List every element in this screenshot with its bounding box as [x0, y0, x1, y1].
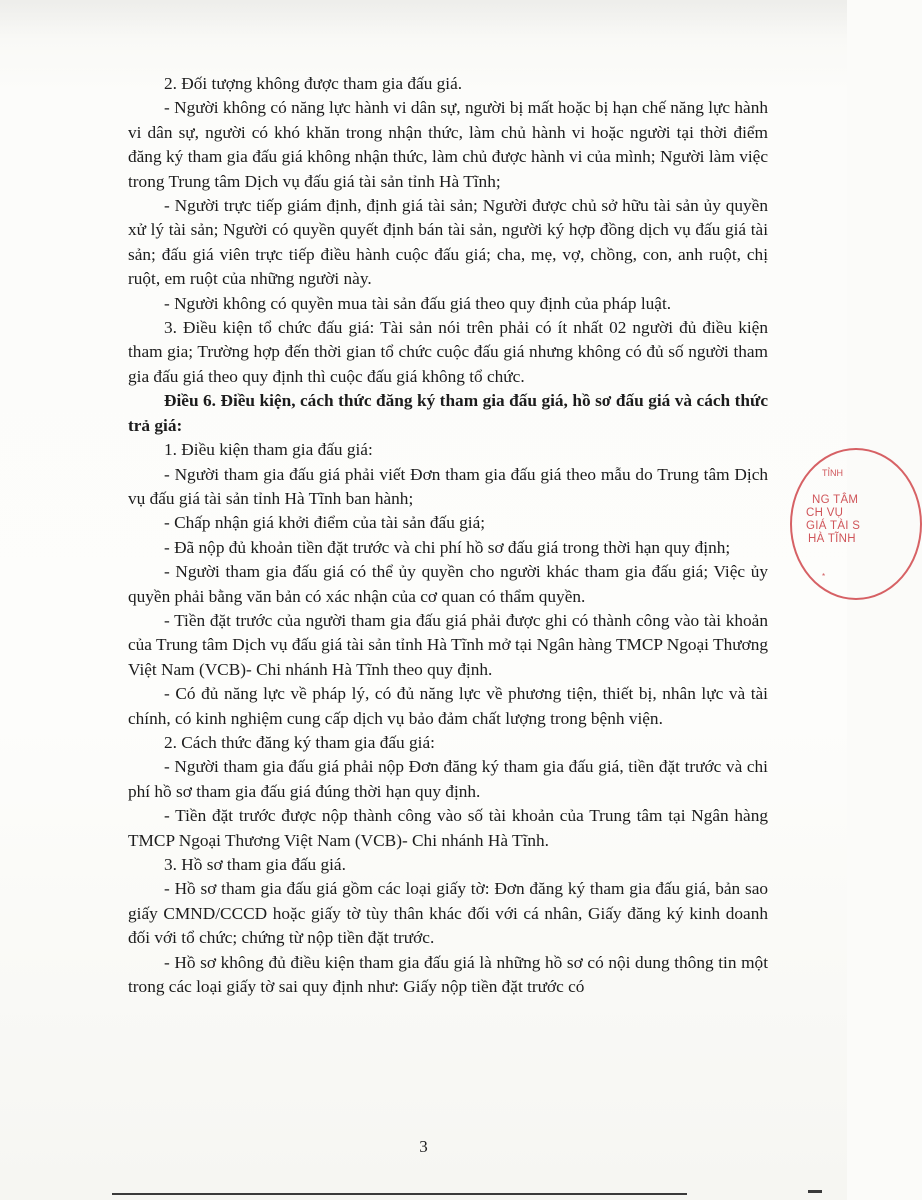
paragraph: 1. Điều kiện tham gia đấu giá: [164, 440, 373, 460]
paragraph: - Người trực tiếp giám định, định giá tài sản; Người được chủ sở hữu tài sản ủy quyền xử lý tài sản; Người có quyền quyết định bán tài sản, người ký hợp đồng dịch vụ đấu giá tài sản; đấu giá viên trực tiếp điều hành cuộc đấu giá; cha, mẹ, vợ, chồng, con, anh ruột, chị ruột, em ruột của những người này. [128, 196, 768, 289]
paragraph: - Đã nộp đủ khoản tiền đặt trước và chi phí hồ sơ đấu giá trong thời hạn quy định; [164, 537, 731, 557]
scan-edge-line [112, 1193, 687, 1195]
paragraph: - Tiền đặt trước của người tham gia đấu giá phải được ghi có thành công vào tài khoản của Trung tâm Dịch vụ đấu giá tài sản tỉnh Hà Tĩnh mở tại Ngân hàng TMCP Ngoại Thương Việt Nam (VCB)- Chi nhánh Hà Tĩnh theo quy định. [128, 610, 768, 679]
scan-shadow [0, 0, 847, 40]
scan-edge-mark [808, 1190, 822, 1193]
document-body [128, 72, 768, 999]
seal-text-line: HÀ TĨNH [808, 533, 856, 545]
seal-text-line: NG TÂM [812, 494, 859, 506]
article-heading: Điều 6. Điều kiện, cách thức đăng ký tham gia đấu giá, hồ sơ đấu giá và cách thức trả giá: [128, 391, 768, 435]
paragraph: - Hồ sơ không đủ điều kiện tham gia đấu giá là những hồ sơ có nội dung thông tin một trong các loại giấy tờ sai quy định như: Giấy nộp tiền đặt trước có [128, 952, 768, 997]
paragraph: 2. Cách thức đăng ký tham gia đấu giá: [164, 732, 435, 752]
seal-text-line: CH VỤ [806, 507, 844, 519]
paragraph: - Tiền đặt trước được nộp thành công vào số tài khoản của Trung tâm tại Ngân hàng TMCP Ngoại Thương Việt Nam (VCB)- Chi nhánh Hà Tĩnh. [128, 806, 768, 850]
seal-text-line: GIÁ TÀI S [806, 520, 861, 532]
paragraph: - Chấp nhận giá khởi điểm của tài sản đấu giá; [164, 513, 486, 533]
official-seal [790, 448, 920, 598]
paragraph: - Người không có năng lực hành vi dân sự, người bị mất hoặc bị hạn chế năng lực hành vi dân sự, người có khó khăn trong nhận thức, làm chủ hành vi hoặc người tại thời điểm đăng ký tham gia đấu giá không nhận thức, làm chủ được hành vi của mình; Người làm việc trong Trung tâm Dịch vụ đấu giá tài sản tỉnh Hà Tĩnh; [128, 98, 768, 191]
paragraph: - Người tham gia đấu giá phải nộp Đơn đăng ký tham gia đấu giá, tiền đặt trước và chi phí hồ sơ tham gia đấu giá đúng thời hạn quy định. [128, 757, 768, 801]
paragraph: - Người không có quyền mua tài sản đấu giá theo quy định của pháp luật. [164, 293, 672, 313]
paragraph: - Người tham gia đấu giá phải viết Đơn tham gia đấu giá theo mẫu do Trung tâm Dịch vụ đấu giá tài sản tỉnh Hà Tĩnh ban hành; [128, 464, 768, 508]
paragraph: - Người tham gia đấu giá có thể ủy quyền cho người khác tham gia đấu giá; Việc ủy quyền phải bằng văn bản có xác nhận của cơ quan có thẩm quyền. [128, 562, 768, 606]
paragraph: 3. Điều kiện tổ chức đấu giá: Tài sản nói trên phải có ít nhất 02 người đủ điều kiện tham gia; Trường hợp đến thời gian tổ chức cuộc đấu giá nhưng không có đủ số người tham gia đấu giá theo quy định thì cuộc đấu giá không tổ chức. [128, 318, 768, 386]
paragraph: - Có đủ năng lực về pháp lý, có đủ năng lực về phương tiện, thiết bị, nhân lực và tài chính, có kinh nghiệm cung cấp dịch vụ bảo đảm chất lượng trong bệnh viện. [128, 684, 768, 728]
paragraph: - Hồ sơ tham gia đấu giá gồm các loại giấy tờ: Đơn đăng ký tham gia đấu giá, bản sao giấy CMND/CCCD hoặc giấy tờ tùy thân khác đối với cá nhân, Giấy đăng ký kinh doanh đối với tổ chức; chứng từ nộp tiền đặt trước. [128, 879, 768, 948]
seal-star: * [822, 572, 826, 581]
paragraph: 2. Đối tượng không được tham gia đấu giá. [164, 74, 463, 93]
paragraph: 3. Hồ sơ tham gia đấu giá. [164, 855, 346, 874]
seal-top-text: TỈNH [822, 468, 843, 478]
page-number: 3 [419, 1137, 428, 1156]
